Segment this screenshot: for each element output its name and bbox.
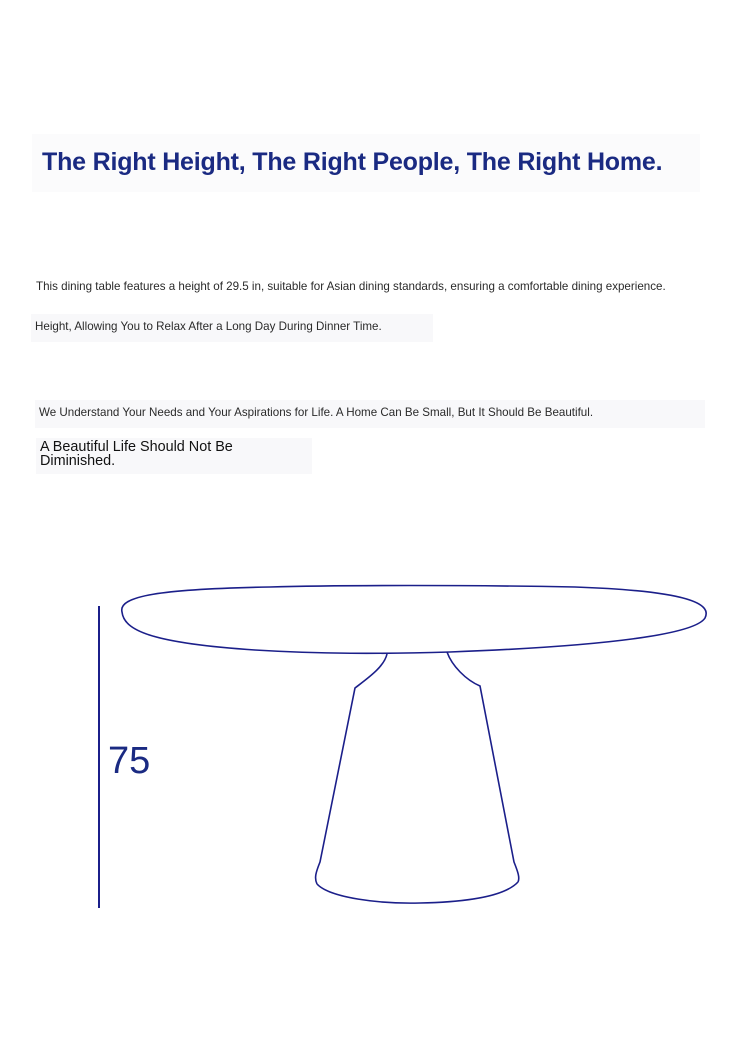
height-dimension-value: 75 xyxy=(108,740,151,782)
headline-block xyxy=(32,134,700,192)
relax-paragraph: Height, Allowing You to Relax After a Long Day During Dinner Time. xyxy=(35,320,382,333)
needs-paragraph-block xyxy=(35,400,705,428)
life-paragraph: A Beautiful Life Should Not Be Diminished. xyxy=(40,439,233,469)
page-title: The Right Height, The Right People, The Right Home. xyxy=(42,148,663,176)
life-paragraph-block xyxy=(36,438,312,474)
pedestal-left-outline xyxy=(316,654,387,884)
pedestal-right-outline xyxy=(447,652,519,882)
feature-paragraph: This dining table features a height of 29.5 in, suitable for Asian dining standards, ensuring a comfortable dining experience. xyxy=(36,280,666,293)
relax-paragraph-block xyxy=(31,314,433,342)
feature-paragraph-block xyxy=(32,276,708,298)
pedestal-base-outline xyxy=(317,882,518,903)
table-top-outline xyxy=(122,586,706,654)
needs-paragraph: We Understand Your Needs and Your Aspirations for Life. A Home Can Be Small, But It Should Be Beautiful. xyxy=(39,406,594,419)
